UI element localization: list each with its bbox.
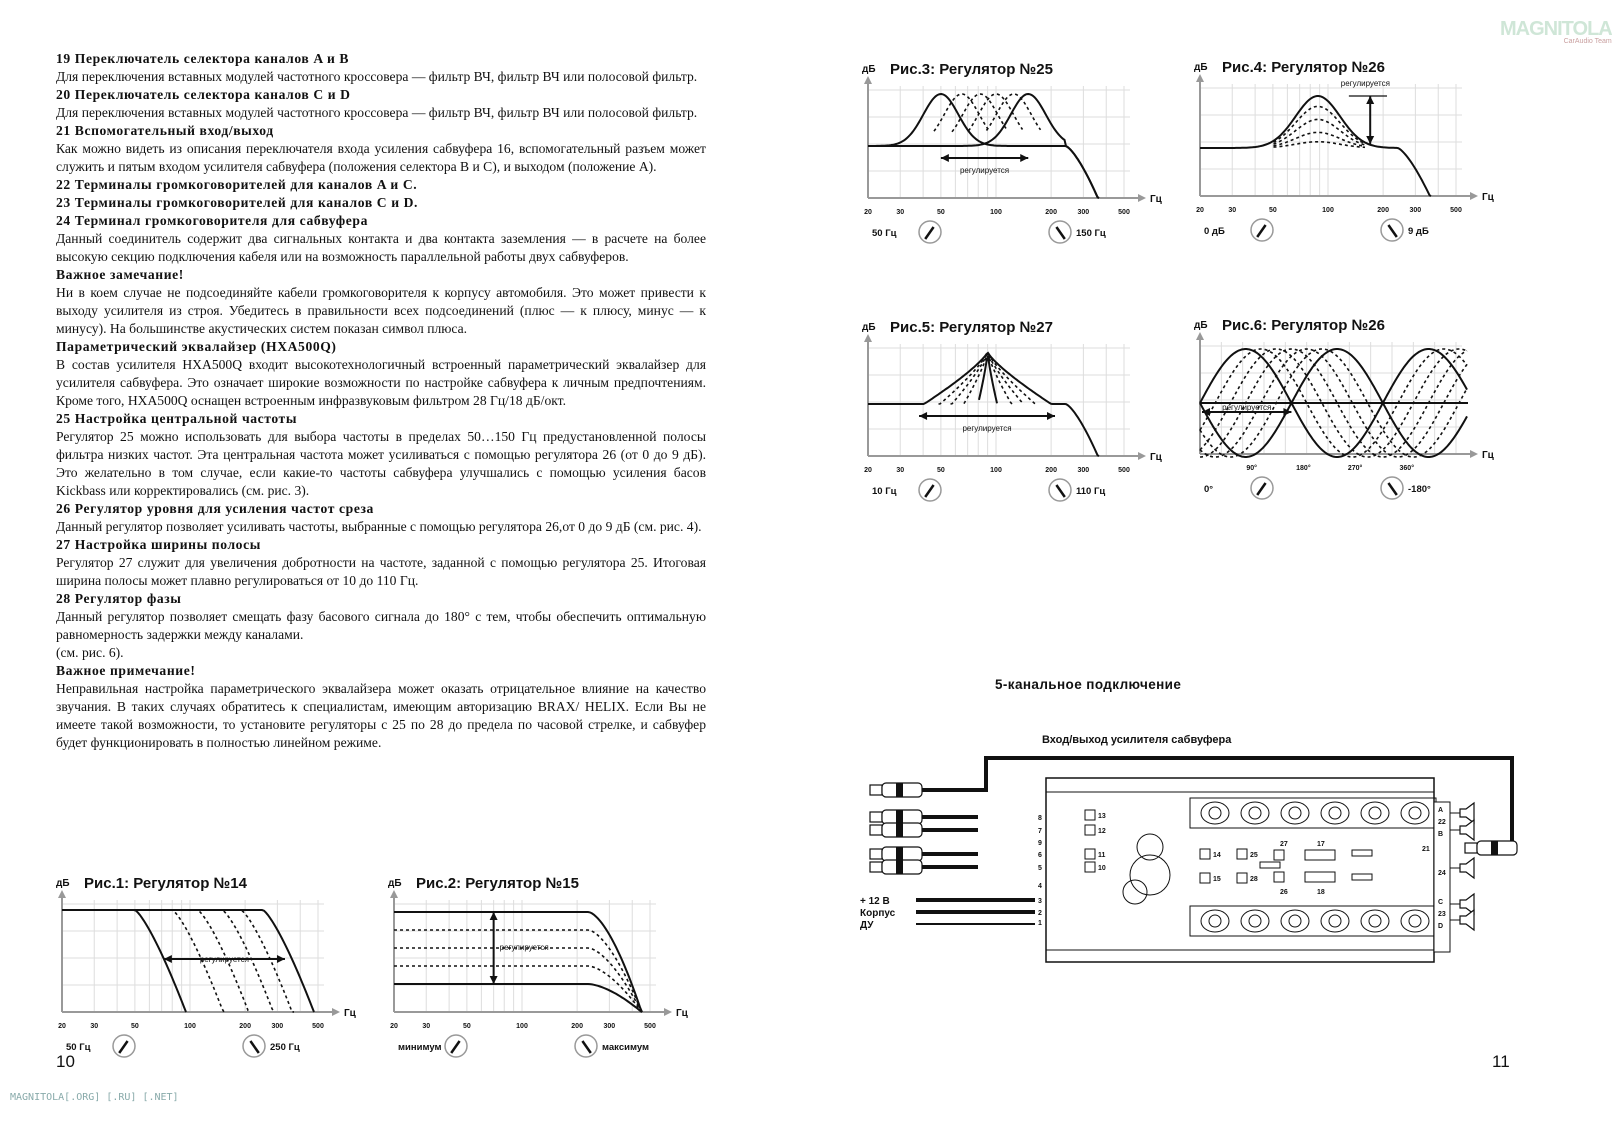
arrow-head-up: [1366, 96, 1374, 104]
control-label: 28: [1250, 876, 1258, 883]
section-heading: Важное замечание!: [56, 267, 184, 282]
series-line: [934, 94, 988, 131]
x-tick-label: 50: [1268, 207, 1277, 214]
knob-min-label: 50 Гц: [872, 228, 897, 239]
arrow-head-left: [941, 154, 949, 162]
adjust-label: регулируется: [1340, 79, 1390, 88]
grid: [1200, 84, 1462, 196]
x-tick-label: 500: [1450, 207, 1462, 214]
control-label: 11: [1098, 852, 1106, 859]
x-tick-label: 360°: [1399, 465, 1415, 472]
control-knob: [1274, 850, 1284, 860]
transistor-icon: [1401, 910, 1429, 932]
x-axis-label: Гц: [1482, 450, 1494, 461]
section-body: Для переключения вставных модулей частотного кроссовера — фильтр ВЧ, фильтр ВЧ или полосовой фильтр.: [56, 69, 698, 84]
adjust-label: регулируется: [959, 166, 1010, 175]
switch-20: [1352, 874, 1372, 880]
transistor-icon: [1201, 802, 1229, 824]
rca-band: [896, 823, 903, 837]
chart-title: Рис.2: Регулятор №15: [416, 875, 579, 892]
chart-title: Рис.1: Регулятор №14: [84, 875, 247, 892]
section-heading: 22 Терминалы громкоговорителей для каналов A и C.: [56, 177, 418, 192]
x-axis-label: Гц: [676, 1008, 688, 1019]
terminal-number: 4: [1038, 883, 1042, 890]
control-knob: [1237, 873, 1247, 883]
rca-tip: [870, 862, 882, 872]
chart-svg: [1194, 314, 1494, 514]
figure-5-chart: [862, 316, 1162, 516]
switch-19: [1260, 862, 1280, 868]
x-tick-label: 20: [1196, 207, 1204, 214]
x-axis-arrow: [1138, 194, 1146, 202]
rca-plug-left: [870, 847, 922, 861]
wiring-diagram-svg: [860, 750, 1560, 970]
figure-3-chart: [862, 58, 1162, 258]
transistor-icon: [1201, 910, 1229, 932]
x-tick-label: 50: [462, 1023, 471, 1030]
x-tick-label: 200: [1377, 207, 1389, 214]
rca-plug-aux: [1465, 841, 1517, 855]
power-label: ДУ: [860, 920, 874, 931]
left-page-text: [56, 50, 706, 752]
logo-subtext: CarAudio Team: [1563, 38, 1612, 45]
knob-min-icon: [1251, 219, 1273, 241]
x-tick-label: 100: [990, 209, 1002, 216]
x-axis-arrow: [1470, 450, 1478, 458]
knob-max-label: максимум: [602, 1042, 650, 1053]
control-knob: [1237, 849, 1247, 859]
rca-band: [896, 847, 903, 861]
speaker-label: B: [1438, 831, 1444, 838]
x-tick-label: 300: [1077, 209, 1090, 216]
arrow-head-right: [1020, 154, 1028, 162]
section-heading: 21 Вспомогательный вход/выход: [56, 123, 274, 138]
terminal-number: 3: [1038, 898, 1042, 905]
control-knob: [1085, 825, 1095, 835]
x-tick-label: 50: [936, 209, 945, 216]
x-tick-label: 300: [603, 1023, 616, 1030]
x-tick-label: 50: [130, 1023, 139, 1030]
x-tick-label: 20: [864, 467, 872, 474]
figure-6-chart: [1194, 314, 1494, 514]
grid: [1200, 342, 1462, 454]
adjust-label: регулируется: [962, 424, 1012, 433]
section-body: Данный регулятор позволяет смещать фазу басового сигнала до 180° с тем, чтобы обеспечить оптимальную равномерность задержки между каналами.: [56, 609, 706, 642]
adjust-label: регулируется: [1222, 403, 1272, 412]
section-body: Неправильная настройка параметрического эквалайзера может оказать отрицательное влияние на качество звучания. В таких случаях обратитесь к специалистам, имеющим авторизацию BRAX/ HELIX. Если Вы не имеете такой возможности, то установите регуляторы с 25 по 28 до предела по часовой стрелке, и сабвуфер будет функционировать в полностью линейном режиме.: [56, 681, 706, 750]
terminal-number: 9: [1038, 840, 1042, 847]
power-label: + 12 В: [860, 896, 890, 907]
control-label: 17: [1317, 841, 1325, 848]
watermark: MAGNITOLA[.ORG] [.RU] [.NET]: [10, 1092, 179, 1103]
transistor-icon: [1241, 802, 1269, 824]
x-tick-label: 500: [644, 1023, 656, 1030]
control-label: 13: [1098, 813, 1106, 820]
rca-plug-left: [870, 810, 922, 824]
series-line: [868, 353, 1099, 456]
x-tick-label: 30: [422, 1023, 431, 1030]
knob-max-label: 9 дБ: [1408, 226, 1429, 237]
knob-max-label: 250 Гц: [270, 1042, 300, 1053]
series-line: [1200, 96, 1431, 196]
y-axis-arrow: [58, 890, 66, 898]
terminal-number: 1: [1038, 920, 1042, 927]
x-tick-label: 50: [936, 467, 945, 474]
series-line: [62, 910, 314, 1012]
rca-tip: [870, 849, 882, 859]
control-label: 18: [1317, 889, 1325, 896]
arrow-head-right: [277, 955, 285, 963]
section-body: В состав усилителя HXA500Q входит высокотехнологичный встроенный параметрический эквалайзер для усилителя сабвуфера. Это означает широкие возможности по настройке сабвуфера к личным предпочтениям. Кроме того, HXA500Q оснащен встроенным инфразвуковым фильтром 28 Гц/18 дБ/окт.: [56, 357, 706, 408]
series-line: [394, 912, 642, 1012]
speaker-label: 22: [1438, 819, 1446, 826]
rca-tip: [1465, 843, 1477, 853]
control-knob: [1200, 873, 1210, 883]
section-heading: 23 Терминалы громкоговорителей для каналов C и D.: [56, 195, 419, 210]
speaker-label: 24: [1438, 870, 1446, 877]
knob-min-label: 50 Гц: [66, 1042, 91, 1053]
transistor-icon: [1361, 910, 1389, 932]
brand-logo: [1500, 18, 1612, 45]
chart-title: Рис.4: Регулятор №26: [1222, 59, 1385, 76]
section-heading: 25 Настройка центральной частоты: [56, 411, 298, 426]
terminal-number: 2: [1038, 910, 1042, 917]
diagram-title: 5-канальное подключение: [995, 677, 1182, 692]
terminal-number: 8: [1038, 815, 1042, 822]
x-tick-label: 100: [1322, 207, 1334, 214]
transistor-icon: [1321, 910, 1349, 932]
knob-min-label: 0°: [1204, 484, 1214, 495]
figure-2-chart: [388, 872, 688, 1072]
terminal-number: 6: [1038, 852, 1042, 859]
x-tick-label: 90°: [1246, 465, 1257, 472]
transistor-icon: [1241, 910, 1269, 932]
knob-max-icon: [1049, 479, 1071, 501]
speaker-icon: [1460, 820, 1474, 840]
y-axis-label: дБ: [1194, 62, 1208, 73]
y-axis-label: дБ: [862, 322, 876, 333]
chart-svg: [862, 316, 1162, 516]
speaker-icon: [1460, 910, 1474, 930]
knob-max-icon: [243, 1035, 265, 1057]
section-heading: Параметрический эквалайзер (HXA500Q): [56, 339, 337, 354]
section-body: Ни в коем случае не подсоединяйте кабели громкоговорителя к корпусу автомобиля. Это может привести к выходу усилителя из строя. Убедитесь в правильности всех подсоединений (плюс — к плюсу, минус — к минусу). На большинстве акустических систем показан символ плюса.: [56, 285, 706, 336]
power-label: Корпус: [860, 908, 896, 919]
x-axis-arrow: [1138, 452, 1146, 460]
arrow-head-down: [490, 976, 498, 984]
rca-tip: [870, 812, 882, 822]
knob-min-icon: [919, 479, 941, 501]
page-number-right: 11: [1492, 1052, 1510, 1071]
control-label: 14: [1213, 852, 1221, 859]
section-heading: 19 Переключатель селектора каналов A и B: [56, 51, 350, 66]
control-label: 27: [1280, 841, 1288, 848]
logo-text: MAGNITOLA: [1500, 18, 1612, 40]
x-tick-label: 180°: [1296, 465, 1311, 472]
section-body: Данный соединитель содержит два сигнальных контакта и два контакта заземления — в расчете на более высокую секцию подключения кабеля или на возможность параллельной работы двух сабвуферов.: [56, 231, 706, 264]
knob-min-label: минимум: [398, 1042, 442, 1053]
speaker-icon: [1460, 803, 1474, 823]
section-body: Регулятор 25 можно использовать для выбора частоты в пределах 50…150 Гц предустановленной полосы фильтра низких частот. Эта центральная частота может усиливаться с помощью регулятора 26 (от 0 до 9 дБ). Это желательно в том случае, если какие-то частоты сабвуфера улучшались с помощью усиления басов Kickbass или корректировались (см. рис. 3).: [56, 429, 706, 498]
rca-tip: [870, 825, 882, 835]
terminal-number: 7: [1038, 828, 1042, 835]
x-tick-label: 200: [1045, 209, 1057, 216]
rca-band: [896, 860, 903, 874]
y-axis-label: дБ: [1194, 320, 1208, 331]
rca-plug-left: [870, 823, 922, 837]
x-tick-label: 100: [516, 1023, 528, 1030]
x-tick-label: 20: [58, 1023, 66, 1030]
speaker-label: D: [1438, 923, 1444, 930]
knob-min-icon: [113, 1035, 135, 1057]
x-tick-label: 200: [1045, 467, 1057, 474]
x-tick-label: 200: [571, 1023, 583, 1030]
control-label: 21: [1422, 846, 1430, 853]
x-tick-label: 20: [864, 209, 872, 216]
transistor-icon: [1281, 802, 1309, 824]
x-tick-label: 500: [1118, 467, 1130, 474]
knob-min-label: 10 Гц: [872, 486, 897, 497]
x-axis-label: Гц: [1150, 452, 1162, 463]
x-tick-label: 30: [1228, 207, 1237, 214]
x-tick-label: 30: [896, 467, 905, 474]
control-knob: [1274, 872, 1284, 882]
section-heading: 20 Переключатель селектора каналов C и D: [56, 87, 351, 102]
x-tick-label: 300: [1077, 467, 1090, 474]
knob-min-icon: [445, 1035, 467, 1057]
y-axis-label: дБ: [388, 878, 402, 889]
x-axis-arrow: [1470, 192, 1478, 200]
chip-18: [1305, 872, 1335, 882]
y-axis-label: дБ: [862, 64, 876, 75]
knob-max-label: 150 Гц: [1076, 228, 1106, 239]
chart-svg: [862, 58, 1162, 258]
speaker-label: 23: [1438, 911, 1446, 918]
chart-svg: [388, 872, 688, 1072]
control-label: 10: [1098, 865, 1106, 872]
section-heading: 27 Настройка ширины полосы: [56, 537, 261, 552]
chart-svg: [1194, 56, 1494, 256]
diagram-subtitle: Вход/выход усилителя сабвуфера: [1042, 734, 1232, 746]
x-axis-label: Гц: [1150, 194, 1162, 205]
control-knob: [1200, 849, 1210, 859]
subwoofer-icon: [1460, 858, 1474, 878]
knob-min-icon: [1251, 477, 1273, 499]
x-tick-label: 500: [1118, 209, 1130, 216]
series-line: [62, 910, 294, 1012]
section-body: (см. рис. 6).: [56, 645, 124, 660]
rca-tip: [870, 785, 882, 795]
control-knob: [1085, 849, 1095, 859]
y-axis-arrow: [390, 890, 398, 898]
x-tick-label: 270°: [1347, 465, 1363, 472]
arrow-head-up: [490, 912, 498, 920]
knob-max-icon: [575, 1035, 597, 1057]
x-tick-label: 500: [312, 1023, 324, 1030]
control-label: 12: [1098, 828, 1106, 835]
knob-max-icon: [1381, 477, 1403, 499]
knob-max-icon: [1049, 221, 1071, 243]
series-line: [394, 984, 642, 1012]
section-heading: 26 Регулятор уровня для усиления частот среза: [56, 501, 374, 516]
figure-1-chart: [56, 872, 356, 1072]
knob-max-label: -180°: [1408, 484, 1431, 495]
section-heading: Важное примечание!: [56, 663, 196, 678]
rca-band: [896, 810, 903, 824]
knob-max-label: 110 Гц: [1076, 486, 1106, 497]
terminal-number: 5: [1038, 865, 1042, 872]
chart-svg: [56, 872, 356, 1072]
section-body: Для переключения вставных модулей частотного кроссовера — фильтр ВЧ, фильтр ВЧ или полосовой фильтр.: [56, 105, 698, 120]
knob-min-icon: [919, 221, 941, 243]
section-body: Данный регулятор позволяет усиливать частоты, выбранные с помощью регулятора 26,от 0 до 9 дБ (см. рис. 4).: [56, 519, 702, 534]
y-axis-arrow: [864, 76, 872, 84]
x-tick-label: 100: [184, 1023, 196, 1030]
wiring-diagram: [860, 750, 1560, 970]
section-body: Как можно видеть из описания переключателя входа усиления сабвуфера 16, вспомогательный разъем может служить и пятым входом усилителя сабвуфера (положения селектора B и C), и выходом (положение A).: [56, 141, 706, 174]
x-tick-label: 30: [90, 1023, 99, 1030]
series-line: [62, 910, 186, 1012]
rca-band: [1491, 841, 1498, 855]
transistor-icon: [1321, 802, 1349, 824]
control-knob: [1085, 810, 1095, 820]
y-axis-label: дБ: [56, 878, 70, 889]
x-tick-label: 30: [896, 209, 905, 216]
rca-plug-sub: [870, 783, 922, 797]
section-heading: 24 Терминал громкоговорителя для сабвуфера: [56, 213, 368, 228]
speaker-label: C: [1438, 899, 1444, 906]
knob-min-label: 0 дБ: [1204, 226, 1225, 237]
chart-title: Рис.3: Регулятор №25: [890, 61, 1053, 78]
x-tick-label: 200: [239, 1023, 251, 1030]
page-number-left: 10: [56, 1052, 75, 1071]
speaker-label: A: [1438, 807, 1444, 814]
adjust-label: регулируется: [499, 943, 549, 952]
rca-plug-left: [870, 860, 922, 874]
y-axis-arrow: [1196, 332, 1204, 340]
x-axis-arrow: [664, 1008, 672, 1016]
section-body: Регулятор 27 служит для увеличения добротности на частоте, заданной с помощью регулятора 25. Итоговая ширина полосы может плавно регулироваться от 10 до 110 Гц.: [56, 555, 706, 588]
section-heading: 28 Регулятор фазы: [56, 591, 182, 606]
chart-title: Рис.5: Регулятор №27: [890, 319, 1053, 336]
chart-title: Рис.6: Регулятор №26: [1222, 317, 1385, 334]
x-tick-label: 100: [990, 467, 1002, 474]
adjust-label: регулируется: [199, 955, 249, 964]
transistor-icon: [1401, 802, 1429, 824]
control-label: 15: [1213, 876, 1221, 883]
switch-16: [1352, 850, 1372, 856]
grid: [62, 900, 324, 1012]
x-axis-label: Гц: [1482, 192, 1494, 203]
y-axis-arrow: [864, 334, 872, 342]
y-axis-arrow: [1196, 74, 1204, 82]
chip-17: [1305, 850, 1335, 860]
control-label: 25: [1250, 852, 1258, 859]
transistor-icon: [1361, 802, 1389, 824]
x-tick-label: 300: [271, 1023, 284, 1030]
series-line: [987, 94, 1041, 131]
control-knob: [1085, 862, 1095, 872]
control-label: 26: [1280, 889, 1288, 896]
x-tick-label: 300: [1409, 207, 1422, 214]
x-axis-arrow: [332, 1008, 340, 1016]
x-tick-label: 20: [390, 1023, 398, 1030]
transistor-icon: [1281, 910, 1309, 932]
figure-4-chart: [1194, 56, 1494, 256]
x-axis-label: Гц: [344, 1008, 356, 1019]
knob-max-icon: [1381, 219, 1403, 241]
rca-band: [896, 783, 903, 797]
